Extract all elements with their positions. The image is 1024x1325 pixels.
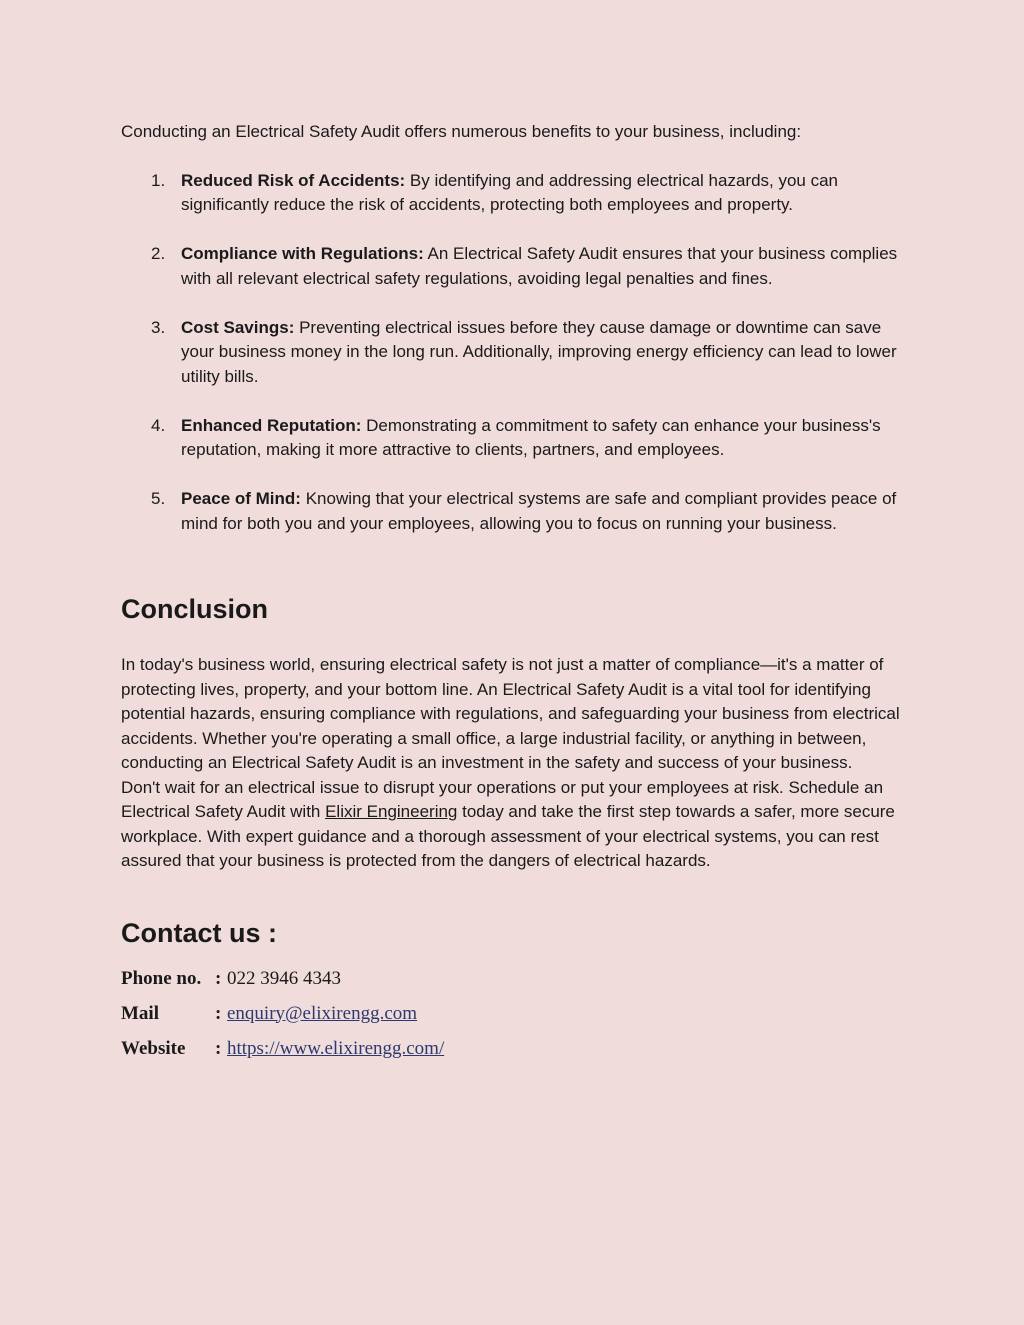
contact-details [121,968,911,1073]
benefit-text: An Electrical Safety Audit ensures that your business complies with all relevant electrical safety regulations, avoiding legal penalties and fines. [181,244,898,288]
benefit-title: Cost Savings: [181,317,295,337]
benefit-title: Reduced Risk of Accidents: [181,170,406,190]
conclusion-paragraph: In today's business world, ensuring electrical safety is not just a matter of compliance—it's a matter of protecting lives, property, and your bottom line. An Electrical Safety Audit is a vital tool for identifying potential hazards, ensuring compliance with regulations, and safeguarding your business from electrical accidents. Whether you're operating a small office, a large industrial facility, or anything in between, conducting an Electrical Safety Audit is an investment in the safety and success of your business. [121,655,900,772]
list-item [121,414,911,463]
phone-value: 022 3946 4343 [227,967,341,989]
conclusion-cta-paragraph [121,776,911,874]
list-number: 3. [151,317,166,337]
website-link[interactable]: https://www.elixirengg.com/ [227,1037,445,1059]
cta-text-before: Don't wait for an electrical issue to disrupt your operations or put your employees at risk. Schedule an Electrical Safety Audit with [121,777,884,821]
benefit-text: Preventing electrical issues before they cause damage or downtime can save your business money in the long run. Additionally, improving energy efficiency can lead to lower utility bills. [181,317,897,386]
contact-row-mail [121,1003,911,1038]
list-item [121,316,911,390]
list-number: 5. [151,489,166,508]
elixir-engineering-link[interactable]: Elixir Engineering [325,802,458,821]
list-number: 2. [151,244,166,263]
document-page [121,120,911,1073]
contact-heading: Contact us : [121,917,278,948]
cta-text-after: today and take the first step towards a safer, more secure workplace. With expert guidance and a thorough assessment of your electrical systems, you can rest assured that your business is protected from the dangers of electrical hazards. [121,802,895,870]
phone-label: Phone no. [121,967,202,989]
conclusion-heading: Conclusion [121,594,268,624]
benefit-title: Peace of Mind: [181,489,301,508]
list-item [121,242,911,291]
list-item [121,487,911,536]
benefit-text: Knowing that your electrical systems are safe and compliant provides peace of mind for both you and your employees, allowing you to focus on running your business. [181,489,897,533]
mail-label: Mail [121,1002,159,1024]
intro-text: Conducting an Electrical Safety Audit offers numerous benefits to your business, including: [121,122,802,141]
benefits-list [121,169,911,537]
list-number: 4. [151,415,166,435]
separator: : [215,1002,222,1024]
contact-row-website [121,1038,911,1073]
benefit-text: By identifying and addressing electrical hazards, you can significantly reduce the risk of accidents, protecting both employees and property. [181,170,839,214]
contact-row-phone [121,968,911,1003]
benefit-title: Compliance with Regulations: [181,244,424,263]
website-label: Website [121,1037,186,1059]
list-number: 1. [151,170,166,190]
benefit-text: Demonstrating a commitment to safety can enhance your business's reputation, making it more attractive to clients, partners, and employees. [181,415,881,459]
separator: : [215,967,222,989]
list-item [121,169,911,218]
email-link[interactable]: enquiry@elixirengg.com [227,1002,418,1024]
separator: : [215,1037,222,1059]
benefit-title: Enhanced Reputation: [181,415,362,435]
